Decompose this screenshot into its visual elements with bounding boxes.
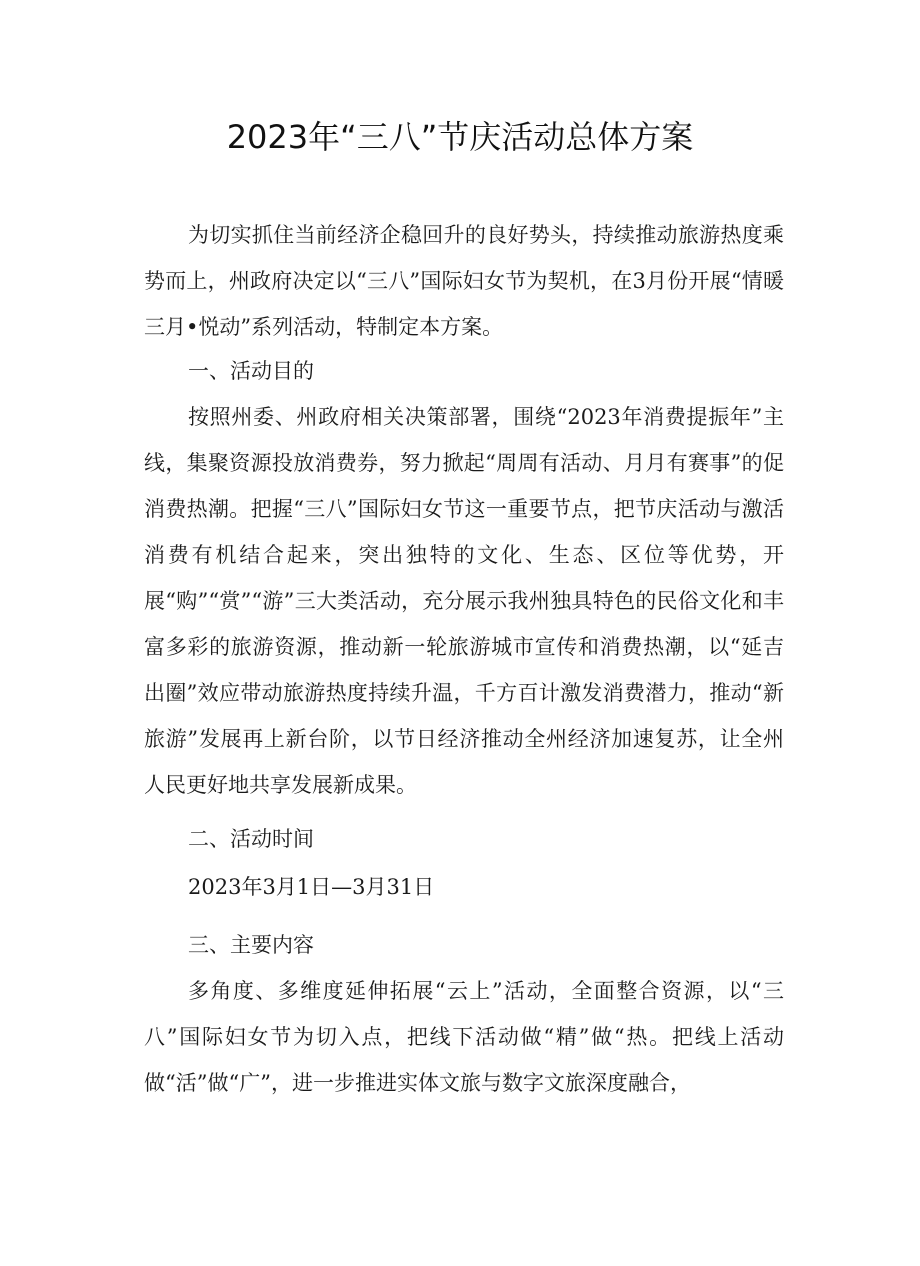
section-heading-content: 三、主要内容 [188, 933, 314, 957]
intro-paragraph: 为切实抓住当前经济企稳回升的良好势头，持续推动旅游热度乘势而上，州政府决定以“三八”国际妇女节为契机，在3月份开展“情暖三月•悦动”系列活动，特制定本方案。 [144, 223, 784, 339]
document-title: 2023年“三八”节庆活动总体方案 [226, 118, 694, 156]
section-body-content: 多角度、多维度延伸拓展“云上”活动，全面整合资源，以“三八”国际妇女节为切入点，把线下活动做“精”做“热。把线上活动做“活”做“广”，进一步推进实体文旅与数字文旅深度融合， [144, 979, 784, 1095]
section-heading-time: 二、活动时间 [188, 827, 314, 851]
section-body-time: 2023年3月1日—3月31日 [188, 875, 435, 899]
section-heading-purpose: 一、活动目的 [188, 359, 314, 383]
section-body-purpose: 按照州委、州政府相关决策部署，围绕“2023年消费提振年”主线，集聚资源投放消费券，努力掀起“周周有活动、月月有赛事”的促消费热潮。把握“三八”国际妇女节这一重要节点，把节庆活动与激活消费有机结合起来，突出独特的文化、生态、区位等优势，开展“购”“赏”“游”三大类活动，充分展示我州独具特色的民俗文化和丰富多彩的旅游资源，推动新一轮旅游城市宣传和消费热潮，以“延吉出圈”效应带动旅游热度持续升温，千方百计激发消费潜力，推动“新旅游”发展再上新台阶，以节日经济推动全州经济加速复苏，让全州人民更好地共享发展新成果。 [144, 405, 784, 797]
